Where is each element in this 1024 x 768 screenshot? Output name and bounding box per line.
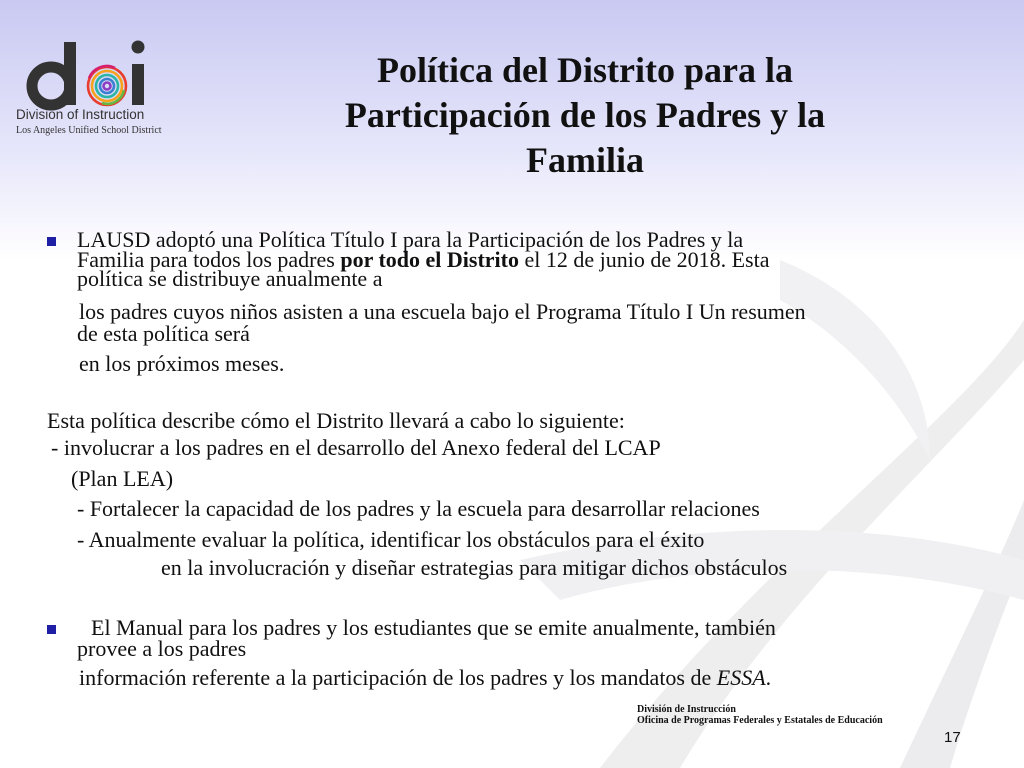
p1-line-2: Familia para todos los padres por todo el Distrito el 12 de junio de 2018. Esta	[77, 247, 770, 272]
logo-i-dot	[132, 41, 145, 54]
p1-emphasis: por todo el Distrito	[340, 247, 519, 272]
footer-office: Oficina de Programas Federales y Estatales de Educación	[637, 715, 883, 726]
bullet-square	[47, 237, 56, 246]
logo-i-stem	[132, 64, 144, 105]
p3-line-3: información referente a la participación de los padres y los mandatos de ESSA.	[79, 665, 772, 690]
page-title	[240, 48, 930, 183]
p1-line-3: política se distribuye anualmente a	[77, 266, 383, 291]
logo-o-rings	[88, 66, 126, 105]
doi-logo	[14, 30, 184, 140]
footer-division: División de Instrucción	[637, 704, 736, 715]
title-line-1: Política del Distrito para la	[377, 50, 793, 90]
p1-line-1: LAUSD adoptó una Política Título I para la Participación de los Padres y la	[77, 227, 744, 252]
p1-line-5: de esta política será	[77, 321, 250, 346]
p1-line-6: en los próximos meses.	[79, 351, 285, 376]
p2-line-2: - involucrar a los padres en el desarrollo del Anexo federal del LCAP	[51, 435, 661, 460]
title-line-2: Participación de los Padres y la	[344, 95, 826, 135]
essa-term: ESSA	[716, 665, 766, 690]
logo-division-label: Division of Instruction	[16, 107, 145, 122]
p2-line-6: en la involucración y diseñar estrategias para mitigar dichos obstáculos	[161, 555, 788, 580]
p3-line-2: provee a los padres	[77, 636, 247, 661]
logo-d-stem	[64, 42, 76, 105]
p2-line-1: Esta política describe cómo el Distrito llevará a cabo lo siguiente:	[47, 408, 625, 433]
p2-line-5: - Anualmente evaluar la política, identificar los obstáculos para el éxito	[77, 527, 705, 552]
p2-line-3: (Plan LEA)	[71, 466, 174, 491]
bullet-square	[47, 625, 56, 634]
p1-line-4: los padres cuyos niños asisten a una escuela bajo el Programa Título I Un resumen	[79, 299, 806, 324]
p2-line-4: - Fortalecer la capacidad de los padres y la escuela para desarrollar relaciones	[77, 496, 760, 521]
page-number: 17	[944, 729, 961, 746]
title-line-3: Familia	[526, 140, 644, 180]
p3-line-1: El Manual para los padres y los estudiantes que se emite anualmente, también	[91, 615, 776, 640]
logo-district-label: Los Angeles Unified School District	[16, 125, 162, 136]
